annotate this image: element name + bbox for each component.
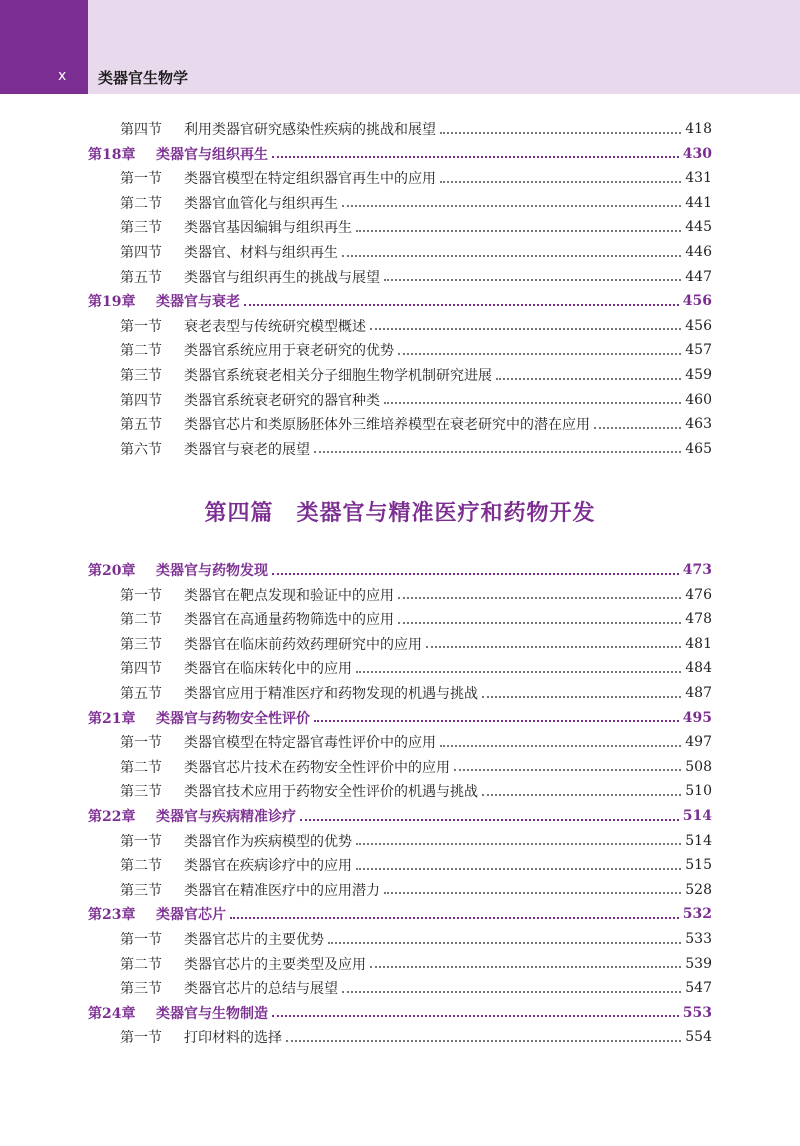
entry-number: 第18章: [88, 146, 136, 163]
entry-number: 第三节: [120, 220, 162, 237]
entry-number: 第四节: [120, 661, 162, 678]
dot-leader: [426, 645, 681, 648]
toc-section-entry[interactable]: [120, 658, 712, 678]
entry-page: 465: [685, 440, 712, 457]
entry-number: 第一节: [120, 318, 162, 335]
toc-chapter-entry[interactable]: [88, 806, 712, 826]
entry-title: 类器官在靶点发现和验证中的应用: [184, 587, 394, 604]
dot-leader: [342, 990, 681, 993]
entry-number: 第19章: [88, 294, 136, 311]
dot-leader: [342, 204, 681, 207]
dot-leader: [440, 744, 681, 747]
toc-section-entry[interactable]: [120, 316, 712, 336]
dot-leader: [342, 254, 681, 257]
entry-title: 类器官与组织再生的挑战与展望: [184, 269, 380, 286]
entry-page: 532: [682, 906, 712, 923]
entry-page: 508: [685, 758, 712, 775]
entry-title: 类器官与药物发现: [156, 563, 268, 579]
entry-page: 484: [685, 660, 712, 677]
entry-title: 类器官模型在特定器官毒性评价中的应用: [184, 735, 436, 752]
toc-chapter-entry[interactable]: [88, 144, 712, 164]
toc-chapter-entry[interactable]: [88, 291, 712, 311]
entry-title: 类器官、材料与组织再生: [184, 245, 338, 261]
entry-title: 类器官芯片的总结与展望: [184, 981, 338, 998]
entry-title: 类器官作为疾病模型的优势: [184, 833, 352, 850]
entry-page: 515: [685, 857, 712, 874]
entry-title: 衰老表型与传统研究模型概述: [184, 318, 366, 335]
toc-section-entry[interactable]: [120, 414, 712, 434]
entry-number: 第四节: [120, 122, 162, 138]
entry-number: 第五节: [120, 417, 162, 434]
dot-leader: [482, 793, 681, 796]
toc-section-entry[interactable]: [120, 585, 712, 605]
entry-number: 第五节: [120, 269, 162, 286]
toc-section-entry[interactable]: [120, 267, 712, 287]
entry-number: 第六节: [120, 441, 162, 458]
entry-number: 第四节: [120, 245, 162, 261]
entry-title: 类器官系统衰老相关分子细胞生物学机制研究进展: [184, 368, 492, 384]
entry-page: 445: [685, 219, 712, 236]
entry-number: 第20章: [88, 563, 136, 579]
entry-page: 514: [682, 808, 712, 824]
entry-page: 441: [685, 194, 712, 211]
dot-leader: [356, 229, 681, 232]
dot-leader: [440, 131, 681, 134]
dot-leader: [594, 426, 681, 429]
entry-number: 第二节: [120, 759, 162, 776]
entry-number: 第三节: [120, 636, 162, 653]
entry-page: 487: [685, 685, 712, 701]
entry-page: 418: [685, 121, 712, 137]
entry-title: 类器官芯片和类原肠胚体外三维培养模型在衰老研究中的潜在应用: [184, 417, 590, 434]
dot-leader: [314, 719, 679, 722]
entry-page: 533: [685, 931, 712, 947]
toc-section-entry[interactable]: [120, 880, 712, 900]
entry-page: 463: [685, 416, 712, 433]
toc-section-entry[interactable]: [120, 855, 712, 875]
entry-number: 第一节: [120, 833, 162, 850]
entry-number: 第二节: [120, 956, 162, 973]
toc-section-entry[interactable]: [120, 978, 712, 998]
toc-section-entry[interactable]: [120, 683, 712, 703]
dot-leader: [356, 842, 681, 845]
dot-leader: [328, 941, 681, 944]
entry-page: 514: [685, 832, 712, 849]
entry-title: 类器官在精准医疗中的应用潜力: [184, 882, 380, 899]
entry-number: 第三节: [120, 368, 162, 384]
toc-chapter-entry[interactable]: [88, 904, 712, 924]
dot-leader: [314, 450, 681, 453]
entry-title: 类器官基因编辑与组织再生: [184, 220, 352, 237]
dot-leader: [356, 670, 681, 673]
entry-number: 第一节: [120, 1030, 162, 1047]
entry-number: 第三节: [120, 882, 162, 899]
entry-page: 478: [685, 611, 712, 628]
entry-page: 554: [685, 1029, 712, 1046]
dot-leader: [356, 867, 681, 870]
entry-page: 481: [685, 635, 712, 652]
entry-title: 类器官芯片的主要优势: [184, 932, 324, 948]
toc-chapter-entry[interactable]: [88, 708, 712, 728]
header-tab: [0, 0, 88, 94]
entry-page: 459: [685, 367, 712, 383]
entry-number: 第二节: [120, 343, 162, 360]
toc-section-entry[interactable]: [120, 757, 712, 777]
entry-number: 第五节: [120, 686, 162, 702]
entry-title: 类器官模型在特定组织器官再生中的应用: [184, 171, 436, 188]
entry-title: 类器官与组织再生: [156, 146, 268, 163]
dot-leader: [482, 695, 681, 698]
entry-number: 第二节: [120, 858, 162, 875]
entry-title: 类器官系统衰老研究的器官种类: [184, 392, 380, 409]
dot-leader: [384, 401, 681, 404]
entry-page: 460: [685, 391, 712, 408]
toc-section-entry[interactable]: [120, 168, 712, 188]
dot-leader: [272, 572, 679, 575]
entry-page: 539: [685, 955, 712, 972]
entry-number: 第二节: [120, 612, 162, 629]
entry-number: 第一节: [120, 932, 162, 948]
entry-title: 类器官与药物安全性评价: [156, 710, 310, 727]
toc-section-entry[interactable]: [120, 831, 712, 851]
entry-number: 第一节: [120, 171, 162, 188]
toc-section-entry[interactable]: [120, 1027, 712, 1047]
toc-chapter-entry[interactable]: [88, 1003, 712, 1023]
entry-title: 类器官技术应用于药物安全性评价的机遇与挑战: [184, 784, 478, 801]
entry-page: 473: [682, 562, 712, 578]
dot-leader: [272, 155, 679, 158]
toc-chapter-entry[interactable]: [88, 560, 712, 580]
toc-section-entry[interactable]: [120, 193, 712, 213]
entry-title: 类器官在临床转化中的应用: [184, 661, 352, 678]
entry-page: 456: [685, 317, 712, 334]
entry-title: 打印材料的选择: [184, 1030, 282, 1047]
toc-section-entry[interactable]: [120, 439, 712, 459]
dot-leader: [370, 965, 681, 968]
dot-leader: [398, 596, 681, 599]
toc-section-entry[interactable]: [120, 242, 712, 262]
entry-title: 类器官在高通量药物筛选中的应用: [184, 612, 394, 629]
toc-section-entry[interactable]: [120, 365, 712, 385]
entry-title: 类器官与衰老的展望: [184, 441, 310, 458]
entry-page: 446: [685, 244, 712, 260]
toc-section-entry[interactable]: [120, 217, 712, 237]
entry-page: 510: [685, 783, 712, 800]
toc-section-entry[interactable]: [120, 340, 712, 360]
book-title: 类器官生物学: [98, 69, 189, 87]
entry-number: 第三节: [120, 981, 162, 998]
dot-leader: [300, 818, 679, 821]
entry-page: 553: [682, 1004, 712, 1021]
entry-page: 431: [685, 170, 712, 187]
entry-page: 457: [685, 342, 712, 359]
toc-section-entry[interactable]: [120, 732, 712, 752]
entry-number: 第四节: [120, 392, 162, 409]
entry-page: 447: [685, 268, 712, 285]
dot-leader: [230, 916, 679, 919]
entry-number: 第三节: [120, 784, 162, 801]
dot-leader: [244, 303, 679, 306]
dot-leader: [272, 1014, 679, 1017]
toc-section-entry[interactable]: [120, 119, 712, 139]
dot-leader: [398, 621, 681, 624]
entry-page: 528: [685, 881, 712, 898]
entry-number: 第一节: [120, 587, 162, 604]
entry-page: 430: [682, 145, 712, 162]
entry-number: 第24章: [88, 1005, 136, 1022]
entry-title: 利用类器官研究感染性疾病的挑战和展望: [184, 122, 436, 138]
toc-section-entry[interactable]: [120, 929, 712, 949]
entry-title: 类器官芯片: [156, 907, 226, 924]
entry-title: 类器官系统应用于衰老研究的优势: [184, 343, 394, 360]
dot-leader: [398, 352, 681, 355]
dot-leader: [370, 327, 681, 330]
dot-leader: [384, 891, 681, 894]
entry-number: 第二节: [120, 195, 162, 212]
entry-page: 495: [682, 709, 712, 726]
entry-page: 476: [685, 586, 712, 603]
entry-number: 第22章: [88, 809, 136, 825]
toc-section-entry[interactable]: [120, 954, 712, 974]
entry-page: 456: [682, 293, 712, 310]
entry-title: 类器官芯片技术在药物安全性评价中的应用: [184, 759, 450, 776]
part-title: 第四篇 类器官与精准医疗和药物开发: [204, 501, 596, 526]
entry-page: 497: [685, 734, 712, 751]
entry-number: 第一节: [120, 735, 162, 752]
entry-title: 类器官与衰老: [156, 294, 240, 311]
toc-section-entry[interactable]: [120, 390, 712, 410]
dot-leader: [286, 1039, 681, 1042]
entry-title: 类器官应用于精准医疗和药物发现的机遇与挑战: [184, 686, 478, 702]
entry-title: 类器官在临床前药效药理研究中的应用: [184, 636, 422, 653]
toc-section-entry[interactable]: [120, 609, 712, 629]
page-number: x: [58, 68, 67, 84]
dot-leader: [440, 180, 681, 183]
entry-title: 类器官在疾病诊疗中的应用: [184, 858, 352, 875]
dot-leader: [384, 278, 681, 281]
entry-page: 547: [685, 980, 712, 997]
entry-number: 第23章: [88, 907, 136, 924]
toc-section-entry[interactable]: [120, 634, 712, 654]
entry-number: 第21章: [88, 710, 136, 727]
entry-title: 类器官与疾病精准诊疗: [156, 809, 296, 825]
dot-leader: [496, 377, 681, 380]
dot-leader: [454, 768, 681, 771]
toc-section-entry[interactable]: [120, 781, 712, 801]
entry-title: 类器官芯片的主要类型及应用: [184, 956, 366, 973]
entry-title: 类器官与生物制造: [156, 1005, 268, 1022]
entry-title: 类器官血管化与组织再生: [184, 195, 338, 212]
